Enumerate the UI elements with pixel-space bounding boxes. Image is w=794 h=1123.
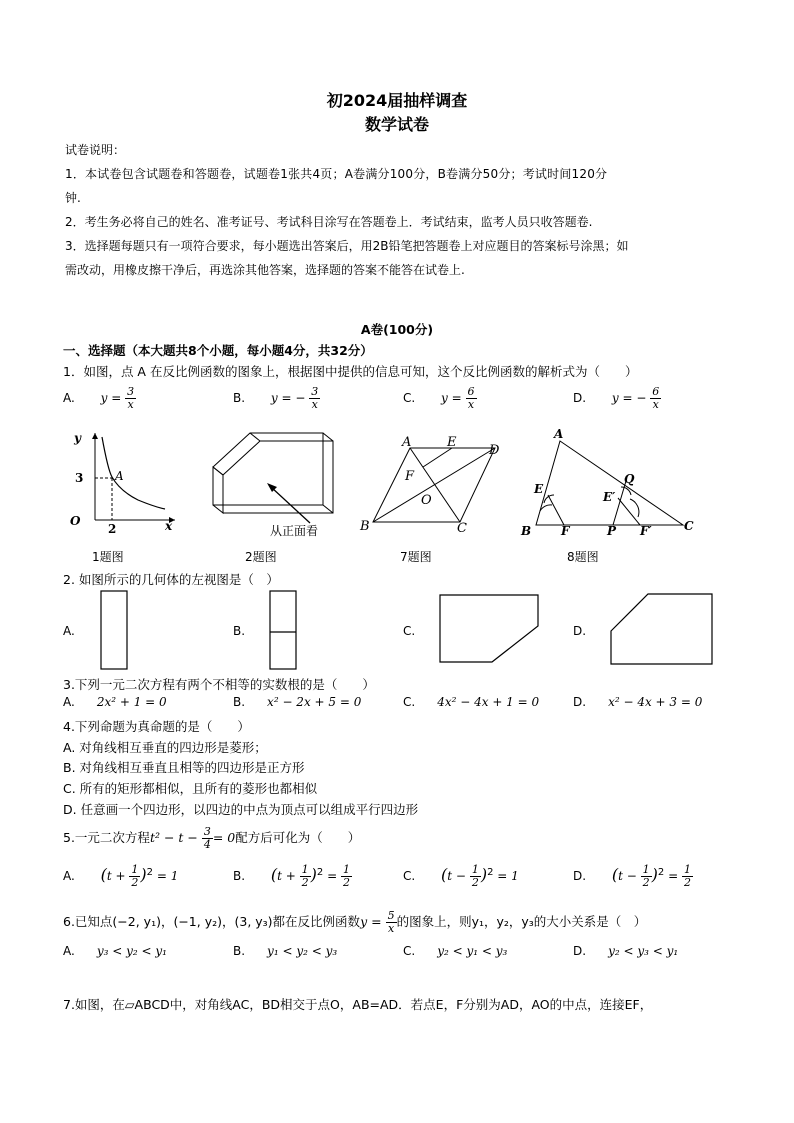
q5-option-b: B. (t + $\frac{1}{2}$ )$^2$ = $\frac{1}{2}$ xyxy=(233,863,350,889)
part-a-heading: A卷(100分) xyxy=(360,322,434,337)
fig7-label-e: E xyxy=(447,435,457,450)
q4-option-d: D. 任意画一个四边形，以四边的中点为顶点可以组成平行四边形 xyxy=(63,802,419,817)
fig2-view-label: 从正面看 xyxy=(270,524,319,538)
section-1-heading: 一、选择题（本大题共8个小题，每小题4分，共32分） xyxy=(63,343,373,358)
q6-option-a: A. y₃ < y₂ < y₁ xyxy=(63,944,167,958)
instruction-3b: 需改动，用橡皮擦干净后，再选涂其他答案，选择题的答案不能答在试卷上. xyxy=(65,263,465,277)
q2-option-d-label: D. xyxy=(573,624,587,638)
q1-option-b: B. y = − $\frac{3}{x}$ xyxy=(233,385,319,411)
page-subtitle: 数学试卷 xyxy=(364,115,429,134)
instruction-2: 2．考生务必将自己的姓名、准考证号、考试科目涂写在答题卷上．考试结束，监考人员只收答题卷. xyxy=(65,215,593,229)
q6-option-d: D. y₂ < y₃ < y₁ xyxy=(573,944,679,958)
q4-option-c: C. 所有的矩形都相似，且所有的菱形也都相似 xyxy=(63,781,318,796)
instructions-heading: 试卷说明： xyxy=(65,143,126,157)
q3-option-a: A. 2x² + 1 = 0 xyxy=(63,695,167,709)
page-title: 初2024届抽样调查 xyxy=(326,91,468,110)
fig7-label-c: C xyxy=(457,521,467,536)
q7-stem: 7.如图，在▱ABCD中，对角线AC，BD相交于点O，AB=AD．若点E，F分别为AD，AO的中点，连接EF， xyxy=(63,997,653,1012)
fig7-label-a: A xyxy=(402,435,412,450)
fig1-x-label: x xyxy=(165,519,173,533)
fig2-caption: 2题图 xyxy=(245,550,277,564)
q4-stem: 4.下列命题为真命题的是（ ） xyxy=(63,719,250,734)
q2-option-b-figure xyxy=(267,588,299,672)
q5-option-c: C. (t − $\frac{1}{2}$ )$^2$ = 1 xyxy=(403,863,519,889)
q3-option-c: C. 4x² − 4x + 1 = 0 xyxy=(403,695,540,709)
q5-stem: 5.一元二次方程t² − t − $\frac{3}{4}$ = 0配方后可化为（ ） xyxy=(63,825,361,851)
q6-option-b: B. y₁ < y₂ < y₃ xyxy=(233,944,338,958)
fig8-label-e: E xyxy=(534,482,544,496)
fig8-label-b: B xyxy=(521,524,532,538)
instruction-1a: 1．本试卷包含试题卷和答题卷，试题卷1张共4页；A卷满分100分，B卷满分50分；考试时间120分 xyxy=(65,167,608,181)
q3-stem: 3.下列一元二次方程有两个不相等的实数根的是（ ） xyxy=(63,677,375,692)
figure-7 xyxy=(355,430,515,540)
q3-option-b: B. x² − 2x + 5 = 0 xyxy=(233,695,362,709)
q4-option-a: A. 对角线相互垂直的四边形是菱形； xyxy=(63,740,267,755)
q3-option-d: D. x² − 4x + 3 = 0 xyxy=(573,695,703,709)
q1-option-d: D. y = − $\frac{6}{x}$ xyxy=(573,385,660,411)
fig8-label-q: Q xyxy=(624,472,635,486)
fig1-caption: 1题图 xyxy=(92,550,124,564)
q1-stem: 1．如图，点 A 在反比例函数的图象上，根据图中提供的信息可知，这个反比例函数的解析式为（ ） xyxy=(63,364,638,379)
q6-option-c: C. y₂ < y₁ < y₃ xyxy=(403,944,508,958)
fig8-caption: 8题图 xyxy=(567,550,599,564)
q1-option-a: A. y = $\frac{3}{x}$ xyxy=(63,385,135,411)
q2-option-c-figure xyxy=(437,592,543,666)
fig8-label-f: F xyxy=(561,524,570,538)
fig1-tick-y: 3 xyxy=(75,471,84,485)
fig1-curve xyxy=(102,437,165,509)
q2-option-c-label: C. xyxy=(403,624,416,638)
fig8-label-c: C xyxy=(684,519,694,533)
fig8-label-f-prime: F′ xyxy=(640,524,652,538)
figure-2 xyxy=(205,425,355,540)
figure-8 xyxy=(518,425,708,540)
fig8-label-a: A xyxy=(554,427,564,441)
q4-option-b: B. 对角线相互垂直且相等的四边形是正方形 xyxy=(63,760,305,775)
fig1-origin: O xyxy=(70,514,81,528)
q2-option-a-figure xyxy=(98,588,130,672)
figure-1 xyxy=(60,425,185,535)
fig7-caption: 7题图 xyxy=(400,550,432,564)
q5-option-d: D. (t − $\frac{1}{2}$ )$^2$ = $\frac{1}{2}$ xyxy=(573,863,692,889)
q1-option-c: C. y = $\frac{6}{x}$ xyxy=(403,385,475,411)
q2-option-b-label: B. xyxy=(233,624,246,638)
fig1-point-a: A xyxy=(115,469,124,483)
q2-stem: 2. 如图所示的几何体的左视图是（ ） xyxy=(63,572,279,587)
fig7-label-b: B xyxy=(360,519,370,534)
q2-option-d-figure xyxy=(608,591,716,667)
fig8-label-e-prime: E′ xyxy=(603,490,616,504)
instruction-1b: 钟. xyxy=(65,191,81,205)
fig8-label-p: P xyxy=(607,524,617,538)
fig1-tick-x: 2 xyxy=(108,522,117,535)
instruction-3a: 3．选择题每题只有一项符合要求，每小题选出答案后，用2B铅笔把答题卷上对应题目的答案标号涂黑；如 xyxy=(65,239,629,253)
fig7-label-f: F xyxy=(405,469,415,484)
q2-option-a-label: A. xyxy=(63,624,75,638)
fig1-y-label: y xyxy=(74,431,81,445)
q6-stem: 6.已知点(−2, y₁)，(−1, y₂)，(3, y₃)都在反比例函数y = $\frac{5}{x}$ 的图象上，则y₁，y₂，y₃的大小关系是（ ） xyxy=(63,909,647,935)
fig7-label-o: O xyxy=(421,493,432,508)
q5-option-a: A. (t + $\frac{1}{2}$ )$^2$ = 1 xyxy=(63,863,179,889)
fig7-label-d: D xyxy=(489,443,500,458)
